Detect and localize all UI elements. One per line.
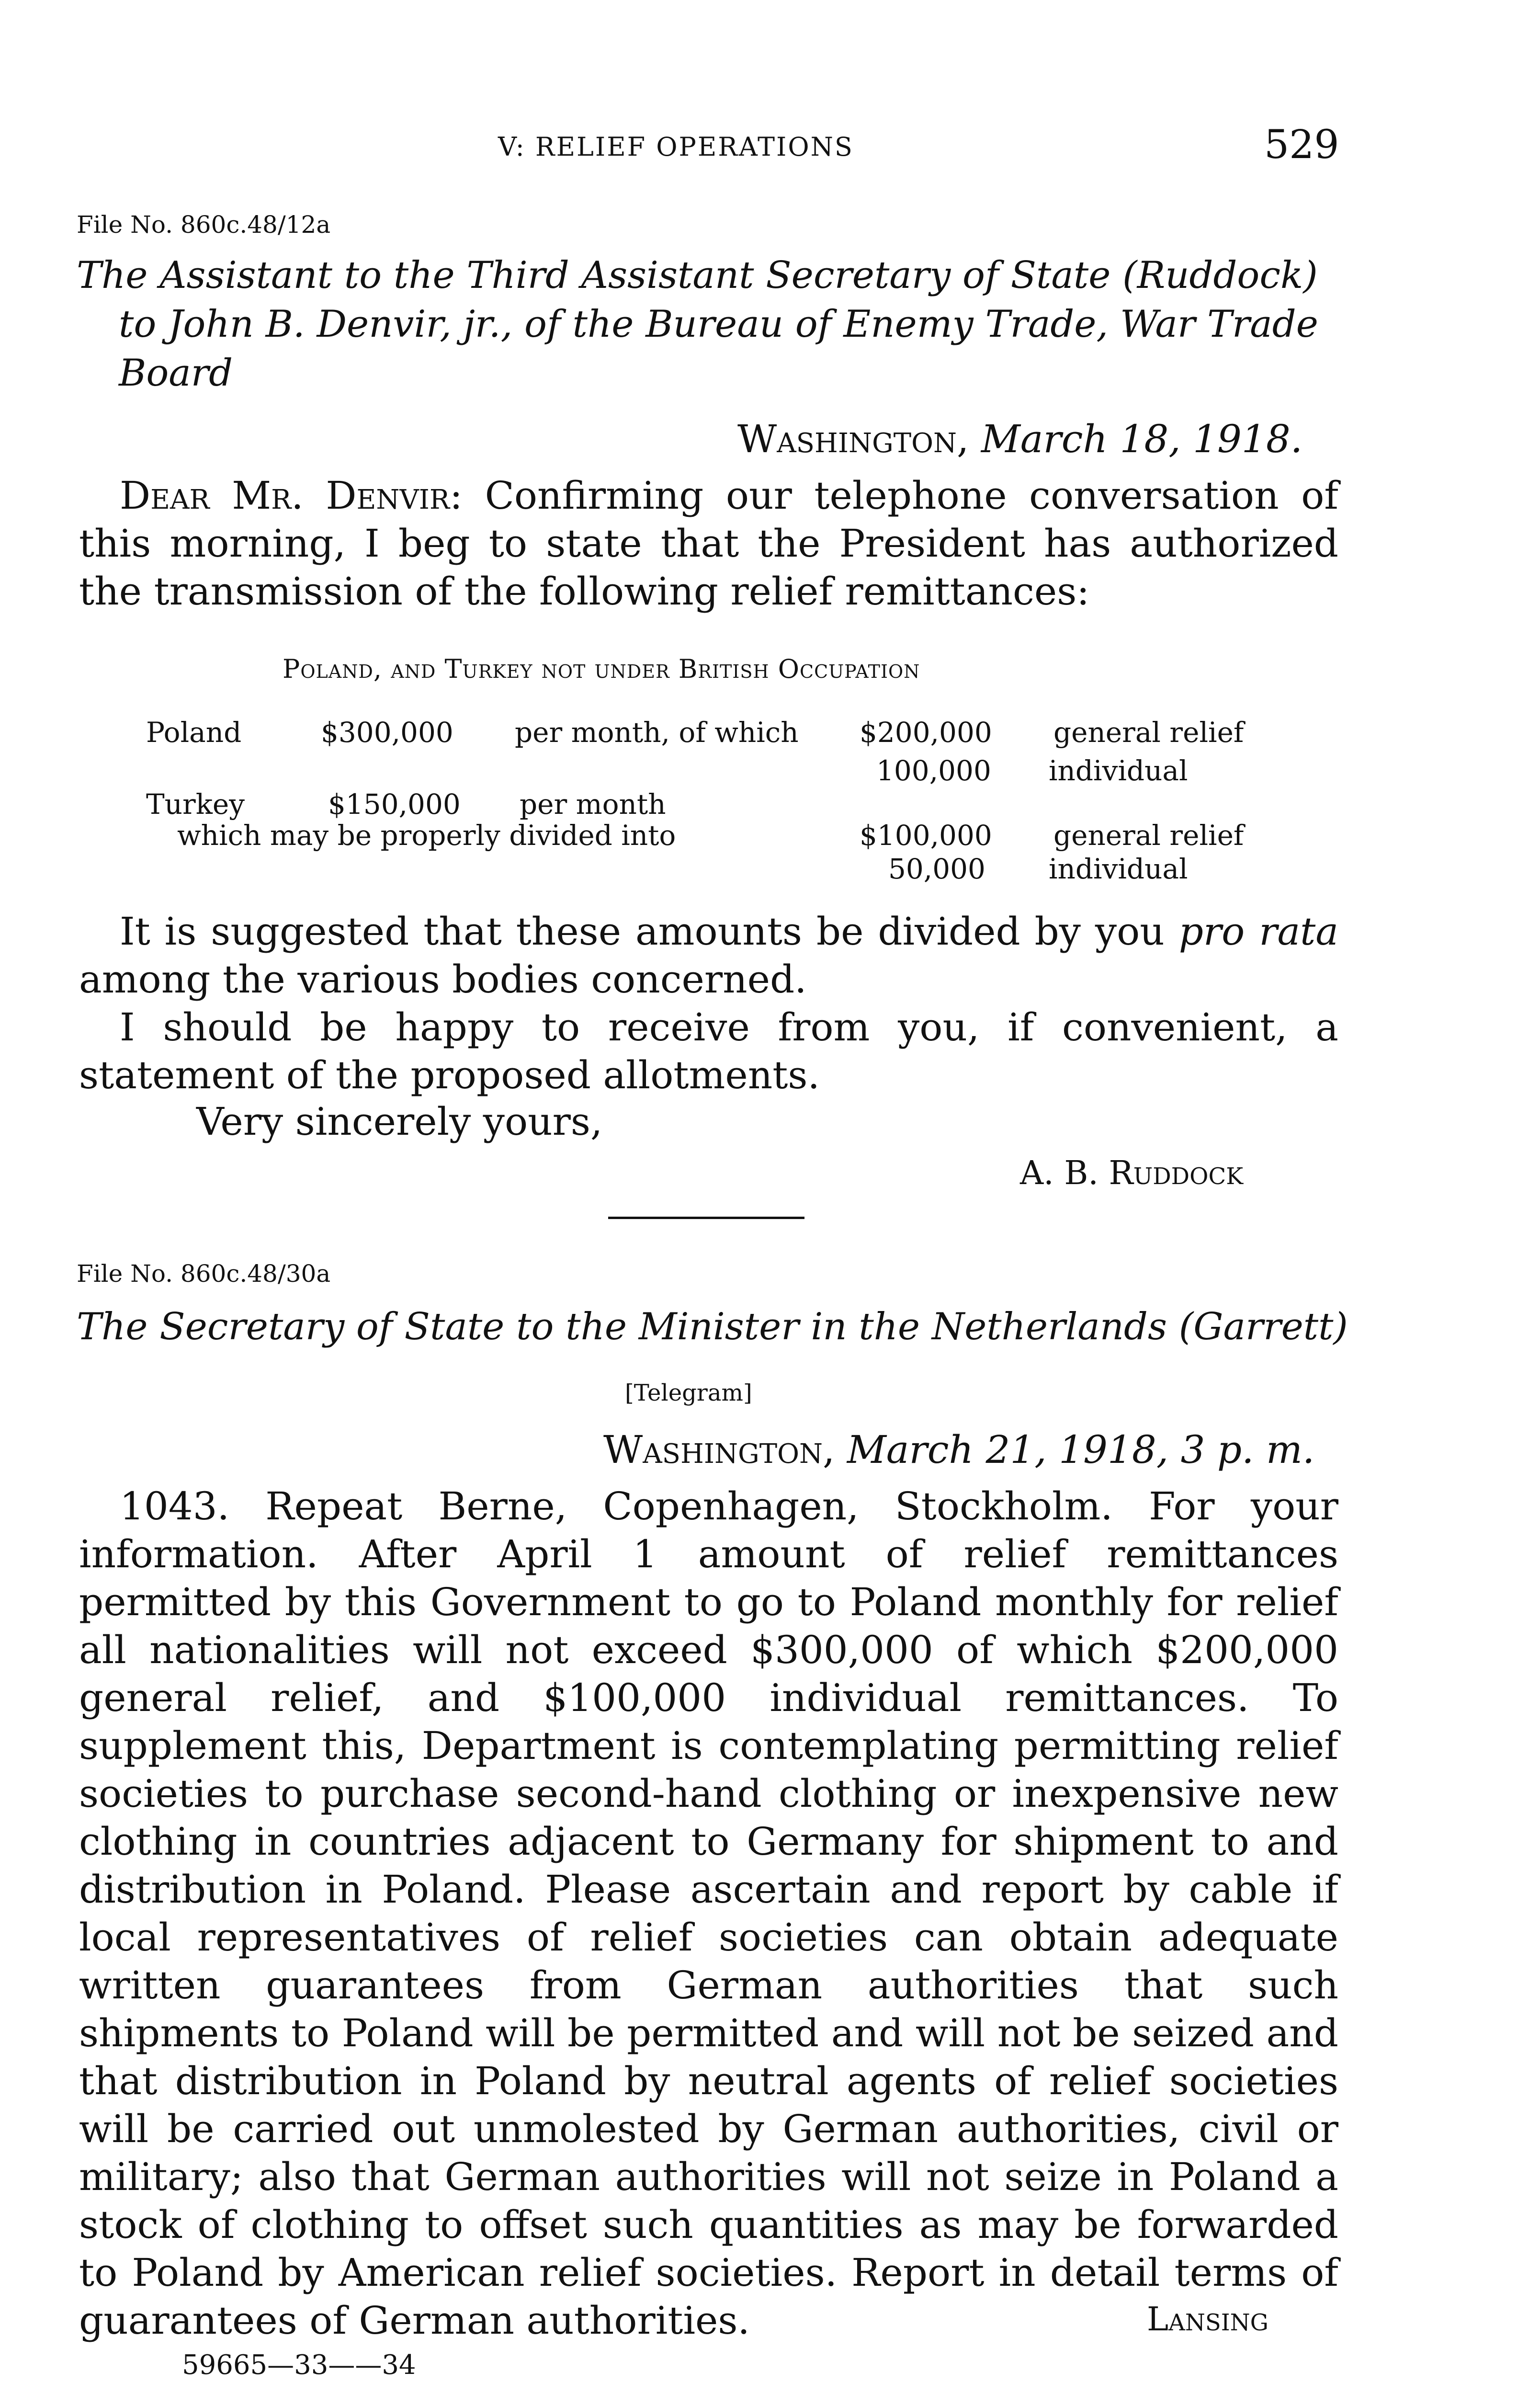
paragraph-text: Confirming our telephone conversation of this morning, I beg to state that the President has authorized the transmission of the following relief remittances: (79, 473, 1338, 614)
dateline (737, 417, 1302, 461)
table-cell: individual (1049, 853, 1188, 885)
dateline-place: Washington, (737, 417, 969, 461)
doc-heading-line: The Assistant to the Third Assistant Secretary of State (Ruddock) (77, 254, 1318, 297)
table-cell: 50,000 (888, 853, 985, 885)
letter-paragraph: I should be happy to receive from you, if convenient, a statement of the proposed allotments. (79, 1005, 1338, 1097)
file-number: File No. 860c.48/12a (77, 211, 331, 239)
telegram-body: 1043. Repeat Berne, Copenhagen, Stockholm. For your information. After April 1 amount of relief remittances permitted by this Government to go to Poland monthly for relief all nationalities will not exceed $300,000 of which $200,000 general relief, and $100,000 individual remittances. To supplement this, Department is contemplating permitting relief societies to purchase second-hand clothing or inexpensive new clothing in countries adjacent to Germany for shipment to and distribution in Poland. Please ascertain and report by cable if local representatives of relief societies can obtain adequate written guarantees from German authorities that such shipments to Poland will be permitted and will not be seized and that distribution in Poland by neutral agents of relief societies will be carried out unmolested by German authorities, civil or military; also that German authorities will not seize in Poland a stock of clothing to offset such quantities as may be forwarded to Poland by American relief societies. Report in detail terms of guarantees of German authorities. (79, 1484, 1338, 2343)
dateline-date: March 18, 1918. (981, 417, 1303, 461)
doc-heading-line: Board (119, 352, 233, 395)
signature: A. B. Ruddock (1020, 1154, 1244, 1192)
doc-heading: The Secretary of State to the Minister in the Netherlands (Garrett) (77, 1305, 1348, 1348)
paragraph-text: It is suggested that these amounts be divided by you (120, 909, 1179, 954)
doc-heading-line: to John B. Denvir, jr., of the Bureau of Enemy Trade, War Trade (119, 303, 1318, 346)
table-cell: per month (520, 788, 666, 821)
letter-paragraph (79, 472, 1338, 616)
salutation: Dear Mr. Denvir: (120, 473, 463, 518)
section-divider (608, 1217, 804, 1219)
table-cell: individual (1049, 754, 1188, 787)
table-cell: general relief (1053, 819, 1244, 852)
table-cell: which may be properly divided into (177, 819, 676, 852)
letter-paragraph (79, 908, 1338, 1004)
table-cell: $200,000 (860, 716, 992, 749)
paragraph-italic: pro rata (1178, 909, 1339, 954)
table-cell: general relief (1053, 716, 1244, 749)
table-title: Poland, and Turkey not under British Occupation (283, 654, 920, 684)
dateline-place: Washington, (603, 1427, 835, 1472)
paragraph-text: among the various bodies concerned. (79, 957, 807, 1002)
dateline-date: March 21, 1918, 3 p. m. (847, 1427, 1315, 1472)
file-number: File No. 860c.48/30a (77, 1260, 331, 1288)
table-cell: $300,000 (321, 716, 453, 749)
table-cell: Turkey (146, 788, 245, 821)
closing: Very sincerely yours, (196, 1099, 603, 1144)
telegram-label: [Telegram] (625, 1380, 752, 1406)
table-cell: per month, of which (515, 716, 799, 749)
table-cell: Poland (146, 716, 242, 749)
table-cell: $100,000 (860, 819, 992, 852)
signature: Lansing (1147, 2301, 1269, 2338)
table-cell: $150,000 (328, 788, 461, 821)
dateline (603, 1427, 1314, 1472)
running-header-title: V: RELIEF OPERATIONS (498, 132, 854, 162)
table-cell: 100,000 (876, 754, 991, 787)
printer-code: 59665—33——34 (182, 2349, 416, 2381)
page-number: 529 (1264, 122, 1339, 168)
